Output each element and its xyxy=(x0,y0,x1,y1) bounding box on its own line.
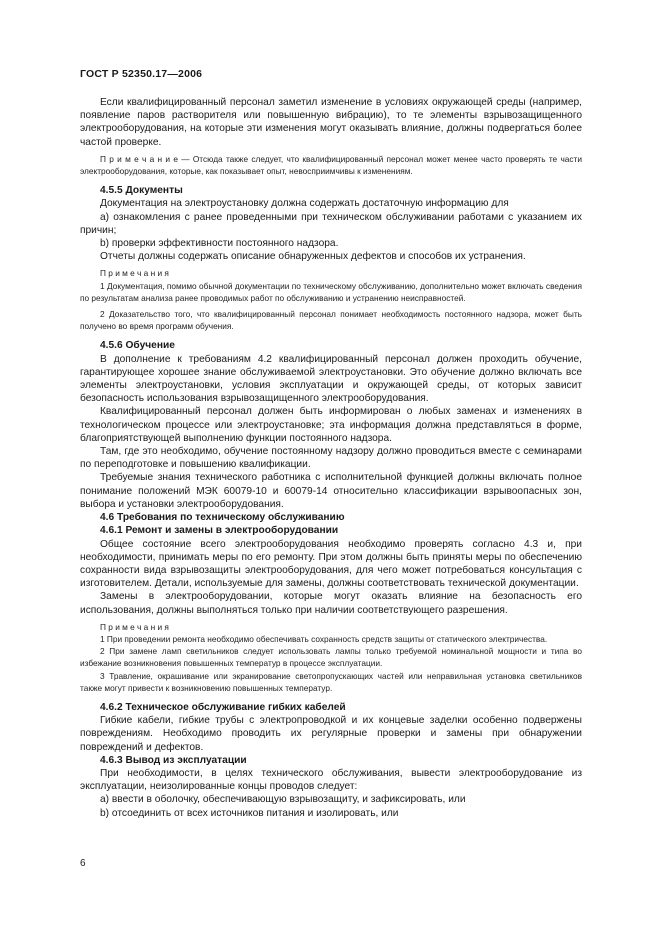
notes-caption: П р и м е ч а н и я xyxy=(100,268,169,279)
note: 1 Документация, помимо обычной документации по техническому обслуживанию, дополнительно может включать сведения по результатам анализа ранее проводимых работ по обслуживанию и устранению неисправностей. xyxy=(80,280,582,303)
list-item-a: a) ознакомления с ранее проведенными при техническом обслуживании работами с указанием их причин; xyxy=(80,211,582,236)
list-item-b: b) отсоединить от всех источников питания и изолировать, или xyxy=(100,807,399,819)
paragraph: При необходимости, в целях технического обслуживания, вывести электрооборудование из эксплуатации, неизолированные концы проводов следует: xyxy=(80,767,582,793)
page-number: 6 xyxy=(80,858,86,869)
paragraph: Замены в электрооборудовании, которые могут оказать влияние на безопасность его использования, должны выполняться только при наличии соответствующего разрешения. xyxy=(80,591,582,616)
section-heading-4-5-5: 4.5.5 Документы xyxy=(100,185,183,197)
paragraph: Общее состояние всего электрооборудования необходимо проверять согласно 4.3 и, при необходимости, принимать меры по его ремонту. При этом должны быть приняты меры по обеспечению сохранности вида взрывозащиты электрооборудования, для чего может потребоваться консультация с изготовителем. Детали, используемые для замены, должны соответствовать технической документации. xyxy=(80,538,582,590)
section-heading-4-6-2: 4.6.2 Техническое обслуживание гибких кабелей xyxy=(100,701,346,713)
note: 3 Травление, окрашивание или экранирование светопропускающих частей или неправильная установка светильников также могут привести к возникновению повышенных температур. xyxy=(80,670,582,693)
note: П р и м е ч а н и е — Отсюда также следует, что квалифицированный персонал может менее часто проверять те части электрооборудования, которые, как показывает опыт, невосприимчивы к изменениям. xyxy=(80,153,582,177)
paragraph: В дополнение к требованиям 4.2 квалифицированный персонал должен проходить обучение, гарантирующее хорошее знание обслуживаемой электроустановки. Это обучение должно включать все элементы электроустановки, условия эксплуатации и окружающей среды, от которых зависит безопасность использования взрывозащищенного электрооборудования. xyxy=(80,353,582,405)
section-heading-4-6-1: 4.6.1 Ремонт и замены в электрооборудовании xyxy=(100,525,339,537)
section-heading-4-6: 4.6 Требования по техническому обслуживанию xyxy=(100,512,345,524)
section-heading-4-6-3: 4.6.3 Вывод из эксплуатации xyxy=(100,754,247,766)
document-body xyxy=(80,96,582,820)
notes-caption: П р и м е ч а н и я xyxy=(100,621,169,632)
section-heading-4-5-6: 4.5.6 Обучение xyxy=(100,340,175,352)
note: 2 При замене ламп светильников следует использовать лампы только требуемой номинальной мощности и типа во избежание возникновения повышенных температур в процессе эксплуатации. xyxy=(80,646,582,669)
note: 2 Доказательство того, что квалифицированный персонал понимает необходимость постоянного надзора, может быть получено во время программ обучения. xyxy=(80,309,582,332)
list-item-b: b) проверки эффективности постоянного надзора. xyxy=(100,238,339,250)
paragraph: Если квалифицированный персонал заметил изменение в условиях окружающей среды (например, появление паров растворителя или повышенную вибрацию), то те элементы взрывозащищенного электрооборудования, на которые эти изменения могут оказывать влияние, должны подвергаться более частой проверке. xyxy=(80,97,582,148)
paragraph: Отчеты должны содержать описание обнаруженных дефектов и способов их устранения. xyxy=(100,251,526,263)
paragraph: Гибкие кабели, гибкие трубы с электропроводкой и их концевые заделки особенно подвержены повреждениям. Необходимо проводить их регулярные проверки и замены при обнаружении повреждений и дефектов. xyxy=(80,715,582,753)
paragraph: Квалифицированный персонал должен быть информирован о любых заменах и изменениях в технологическом процессе или электроустановке; эта информация должна представляться в форме, благоприятствующей выполнению функции постоянного надзора. xyxy=(80,406,582,444)
note: 1 При проведении ремонта необходимо обеспечивать сохранность средств защиты от статического электричества. xyxy=(100,633,548,644)
standard-header: ГОСТ Р 52350.17—2006 xyxy=(80,68,203,80)
paragraph: Там, где это необходимо, обучение постоянному надзору должно проводиться вместе с семинарами по переподготовке и повышению квалификации. xyxy=(80,446,582,471)
list-item-a: a) ввести в оболочку, обеспечивающую взрывозащиту, и зафиксировать, или xyxy=(100,794,466,806)
paragraph: Документация на электроустановку должна содержать достаточную информацию для xyxy=(100,198,509,210)
paragraph: Требуемые знания технического работника с исполнительной функцией должны включать полное понимание положений МЭК 60079-10 и 60079-14 относительно классификации взрывоопасных зон, выбора и установки электрооборудования. xyxy=(80,472,582,510)
